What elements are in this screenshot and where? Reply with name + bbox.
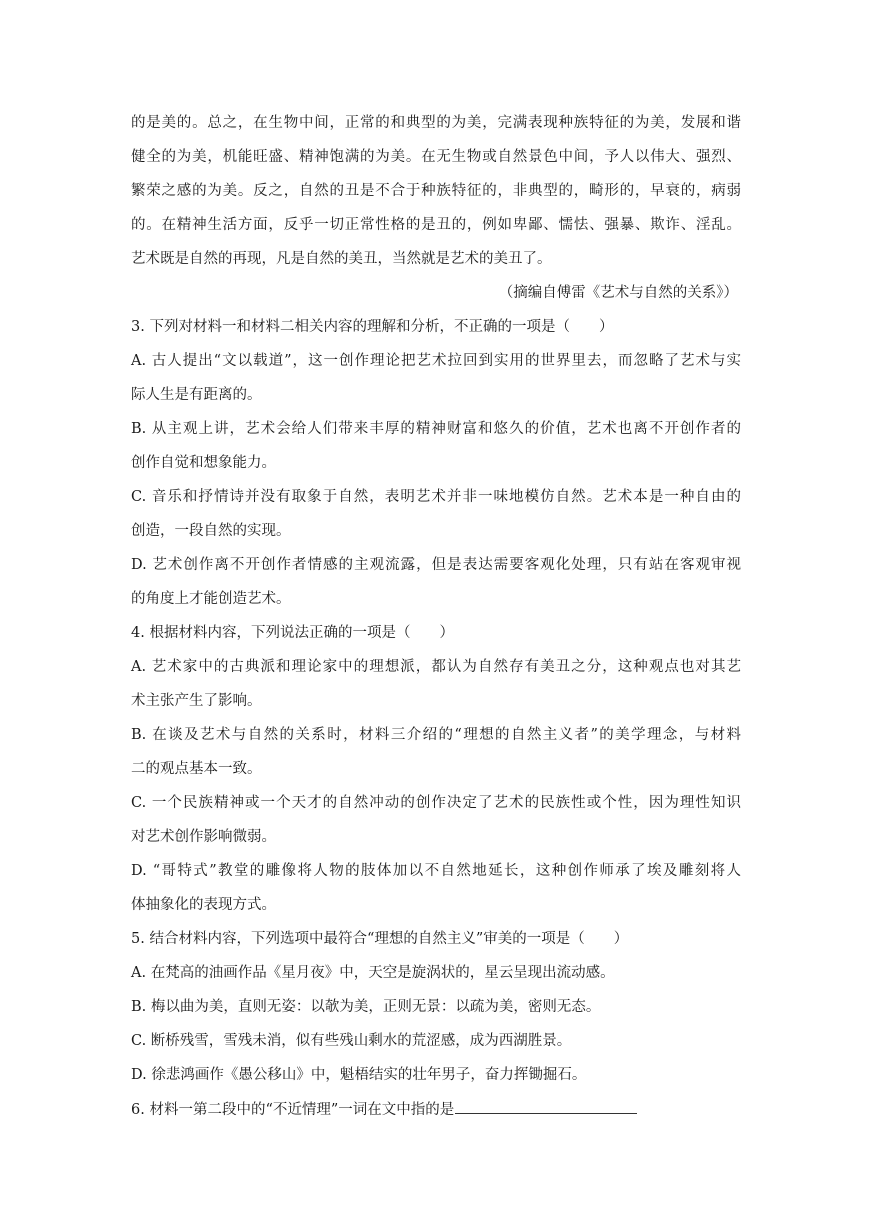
passage-line: 繁荣之感的为美。反之，自然的丑是不合于种族特征的，非典型的，畸形的，早衰的，病弱 bbox=[131, 183, 741, 199]
question-3-option-b: B. 从主观上讲，艺术会给人们带来丰厚的精神财富和悠久的价值，艺术也离不开创作者的 bbox=[131, 421, 741, 437]
question-4-option-b: B. 在谈及艺术与自然的关系时，材料三介绍的“理想的自然主义者”的美学理念，与材料 bbox=[131, 727, 741, 743]
question-5-option-c: C. 断桥残雪，雪残未消，似有些残山剩水的荒涩感，成为西湖胜景。 bbox=[131, 1033, 572, 1049]
question-6-stem: 6. 材料一第二段中的“不近情理”一词在文中指的是 bbox=[131, 1102, 455, 1118]
question-4-option-b-cont: 二的观点基本一致。 bbox=[131, 761, 262, 777]
question-3-option-d: D. 艺术创作离不开创作者情感的主观流露，但是表达需要客观化处理，只有站在客观审视 bbox=[131, 557, 741, 573]
question-4-option-a-cont: 术主张产生了影响。 bbox=[131, 693, 262, 709]
question-4-option-d: D. “哥特式”教堂的雕像将人物的肢体加以不自然地延长，这种创作师承了埃及雕刻将人 bbox=[131, 863, 741, 879]
answer-blank bbox=[455, 1099, 637, 1114]
question-3-stem: 3. 下列对材料一和材料二相关内容的理解和分析，不正确的一项是（ ） bbox=[131, 319, 614, 335]
question-4-option-c: C. 一个民族精神或一个天才的自然冲动的创作决定了艺术的民族性或个性，因为理性知识 bbox=[131, 795, 741, 811]
question-5-option-b: B. 梅以曲为美，直则无姿：以欹为美，正则无景：以疏为美，密则无态。 bbox=[131, 999, 601, 1015]
question-3-option-d-cont: 的角度上才能创造艺术。 bbox=[131, 591, 291, 607]
passage-line: 的。在精神生活方面，反乎一切正常性格的是丑的，例如卑鄙、懦怯、强暴、欺诈、淫乱。 bbox=[131, 217, 741, 233]
passage-line: 的是美的。总之，在生物中间，正常的和典型的为美，完满表现种族特征的为美，发展和谐 bbox=[131, 115, 741, 131]
question-4-stem: 4. 根据材料内容，下列说法正确的一项是（ ） bbox=[131, 625, 454, 641]
passage-source: （摘编自傅雷《艺术与自然的关系》） bbox=[498, 285, 738, 301]
question-3-option-c: C. 音乐和抒情诗并没有取象于自然，表明艺术并非一味地模仿自然。艺术本是一种自由的 bbox=[131, 489, 741, 505]
question-3-option-a: A. 古人提出“文以载道”，这一创作理论把艺术拉回到实用的世界里去，而忽略了艺术与实 bbox=[131, 353, 741, 369]
question-3-option-c-cont: 创造，一段自然的实现。 bbox=[131, 523, 291, 539]
question-4-option-d-cont: 体抽象化的表现方式。 bbox=[131, 897, 276, 913]
question-5-stem: 5. 结合材料内容，下列选项中最符合“理想的自然主义”审美的一项是（ ） bbox=[131, 931, 629, 947]
passage-line: 艺术既是自然的再现，凡是自然的美丑，当然就是艺术的美丑了。 bbox=[131, 251, 552, 267]
question-6 bbox=[131, 1099, 741, 1120]
question-5-option-a: A. 在梵高的油画作品《星月夜》中，天空是旋涡状的，星云呈现出流动感。 bbox=[131, 965, 615, 981]
question-5-option-d: D. 徐悲鸿画作《愚公移山》中，魁梧结实的壮年男子，奋力挥锄掘石。 bbox=[131, 1067, 587, 1083]
question-3-option-b-cont: 创作自觉和想象能力。 bbox=[131, 455, 276, 471]
question-4-option-a: A. 艺术家中的古典派和理论家中的理想派，都认为自然存有美丑之分，这种观点也对其艺 bbox=[131, 659, 741, 675]
question-4-option-c-cont: 对艺术创作影响微弱。 bbox=[131, 829, 276, 845]
question-3-option-a-cont: 际人生是有距离的。 bbox=[131, 387, 262, 403]
passage-line: 健全的为美，机能旺盛、精神饱满的为美。在无生物或自然景色中间，予人以伟大、强烈、 bbox=[131, 149, 741, 165]
